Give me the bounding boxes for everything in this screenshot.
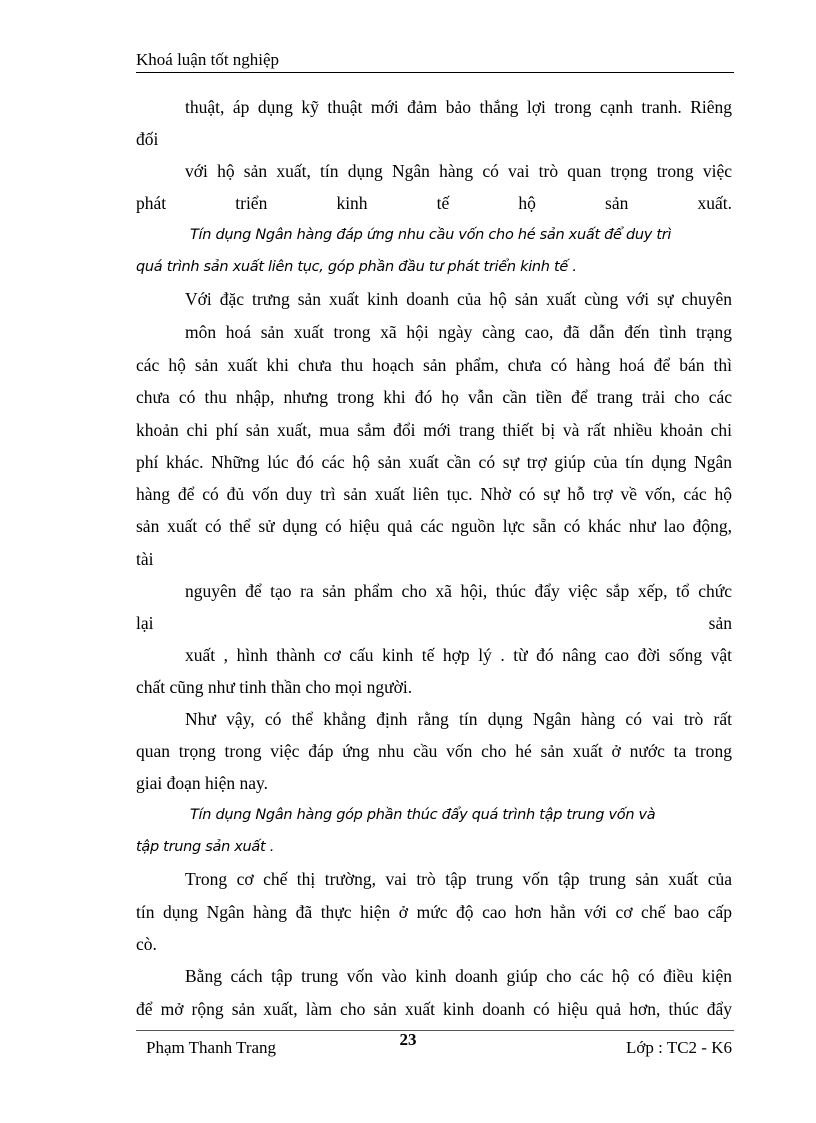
body-text-line: chất cũng như tinh thần cho mọi người. <box>136 677 413 697</box>
body-text-line: khoản chi phí sản xuất, mua sắm đổi mới trang thiết bị và rất nhiều khoản chi <box>136 420 732 440</box>
italic-subheading-line: Tín dụng Ngân hàng góp phần thúc đẩy quá trình tập trung vốn và <box>190 807 656 823</box>
body-text-line: tín dụng Ngân hàng đã thực hiện ở mức độ cao hơn hẳn với cơ chế bao cấp <box>136 902 732 922</box>
body-text-line: nguyên để tạo ra sản phẩm cho xã hội, thúc đẩy việc sắp xếp, tổ chức <box>185 581 732 601</box>
body-text-line: phát triển kinh tế hộ sản xuất. <box>136 193 732 213</box>
footer-author: Phạm Thanh Trang <box>146 1038 277 1057</box>
body-text-line: Với đặc trưng sản xuất kinh doanh của hộ sản xuất cùng với sự chuyên <box>185 289 732 309</box>
body-text-line: chưa có thu nhập, nhưng trong khi đó họ vẫn cần tiền để trang trải cho các <box>136 387 732 407</box>
body-text-line: sản xuất có thể sử dụng có hiệu quả các nguồn lực sẵn có khác như lao động, <box>136 516 732 536</box>
body-text-line: giai đoạn hiện nay. <box>136 773 269 793</box>
body-text-line: đối <box>136 129 159 149</box>
body-text-line: Bằng cách tập trung vốn vào kinh doanh giúp cho các hộ có điều kiện <box>185 966 732 986</box>
header-rule <box>136 72 734 73</box>
body-text-line: Như vậy, có thể khẳng định rằng tín dụng Ngân hàng có vai trò rất <box>185 709 732 729</box>
body-text-line: tài <box>136 549 154 569</box>
body-text-line: phí khác. Những lúc đó các hộ sản xuất cần có sự trợ giúp của tín dụng Ngân <box>136 452 732 472</box>
footer-class: Lớp : TC2 - K6 <box>626 1038 732 1057</box>
body-text-line: môn hoá sản xuất trong xã hội ngày càng cao, đã dẫn đến tình trạng <box>185 322 732 342</box>
body-text-line: quan trọng trong việc đáp ứng nhu cầu vốn cho hé sản xuất ở nước ta trong <box>136 741 732 761</box>
body-text-line: lại sản <box>136 613 732 633</box>
italic-subheading-line: tập trung sản xuất . <box>136 839 275 855</box>
body-text-line: cò. <box>136 934 157 954</box>
body-text-line: Trong cơ chế thị trường, vai trò tập trung vốn tập trung sản xuất của <box>185 869 732 889</box>
body-text-line: các hộ sản xuất khi chưa thu hoạch sản phẩm, chưa có hàng hoá để bán thì <box>136 355 732 375</box>
body-text-line: thuật, áp dụng kỹ thuật mới đảm bảo thắng lợi trong cạnh tranh. Riêng <box>185 97 732 117</box>
running-header: Khoá luận tốt nghiệp <box>136 50 280 69</box>
body-text-line: với hộ sản xuất, tín dụng Ngân hàng có vai trò quan trọng trong việc <box>185 161 732 181</box>
body-text-line: xuất , hình thành cơ cấu kinh tế hợp lý . từ đó nâng cao đời sống vật <box>185 645 732 665</box>
body-text-line: hàng để có đủ vốn duy trì sản xuất liên tục. Nhờ có sự hỗ trợ về vốn, các hộ <box>136 484 732 504</box>
page-number: 23 <box>399 1030 417 1049</box>
body-text-line: để mở rộng sản xuất, làm cho sản xuất kinh doanh có hiệu quả hơn, thúc đẩy <box>136 999 732 1019</box>
italic-subheading-line: quá trình sản xuất liên tục, góp phần đầu tư phát triển kinh tế . <box>136 259 577 275</box>
italic-subheading-line: Tín dụng Ngân hàng đáp ứng nhu cầu vốn cho hé sản xuất để duy trì <box>190 227 672 243</box>
